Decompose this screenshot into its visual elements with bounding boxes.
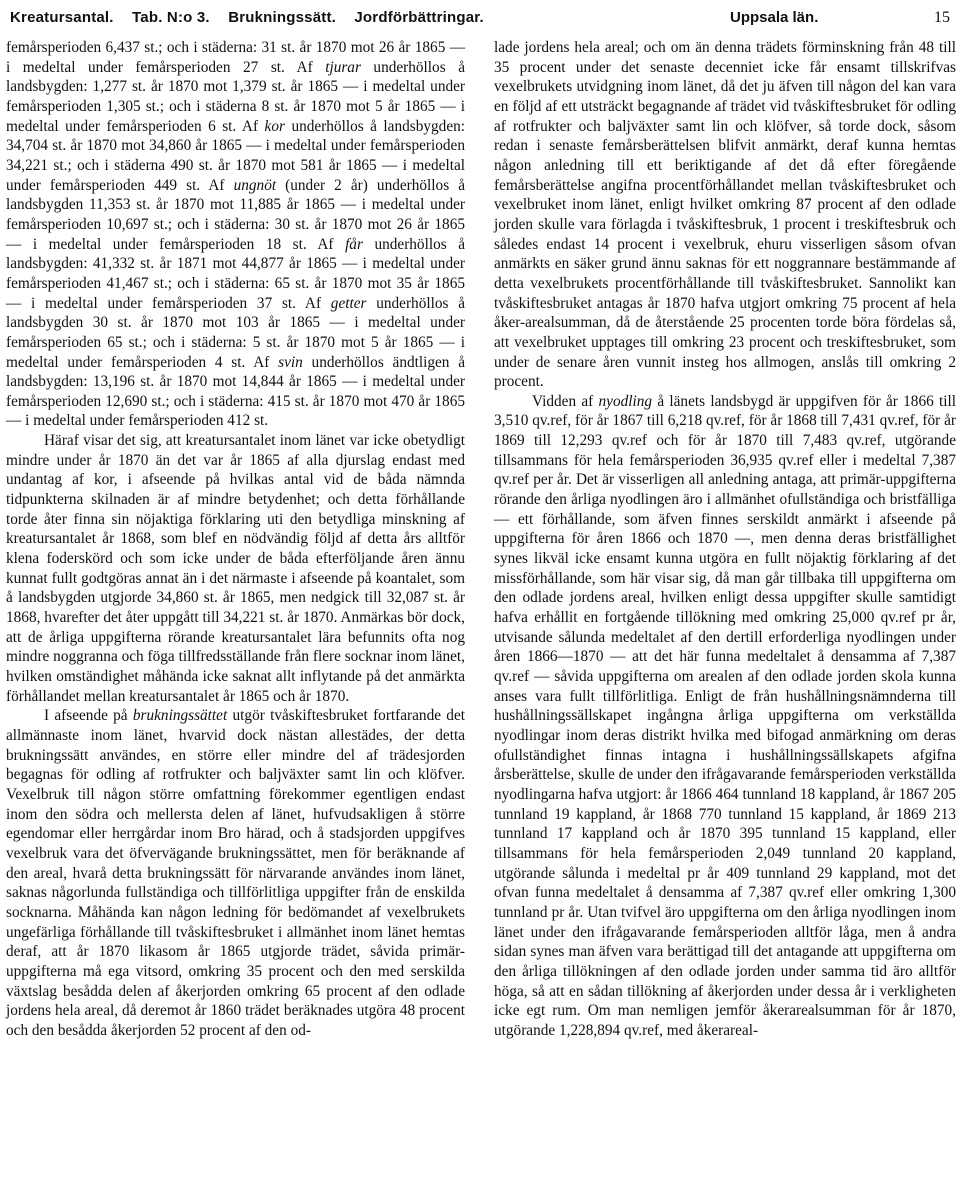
text-run: utgör tvåskiftesbruket fortfarande det allmännaste inom länet, hvarvid dock nästan allestädes, der detta brukningssätt användes, en större eller mindre del af trädesjorden begagnas för odling af rotfrukter och baljväxter samt lin och klöfver. Vexelbruk till någon större omfattning förekommer egentligen endast inom den södra och mellersta delen af länet, hufvudsakligen å större egendomar eller herrgårdar inom Bro härad, och å stadsjorden uppgifves vexelbruk vara det öfvervägande brukningssättet, men för beräknande af den areal, hvarå detta brukningssätt för närvarande användes inom länet, saknas någorlunda fullständiga och tillförlitliga uppgifter från de enskilda socknarna. Måhända kan någon ledning för bedömandet af vexelbrukets ungefärliga förhållande till tvåskiftesbruket i allmänhet inom länet hemtas deraf, att år 1870 likasom år 1865 utgjorde trädet, såvida primär-uppgifterna må ega vitsord, omkring 35 procent och den med serskilda växtslag besådda delen af åkerjorden omkring 65 procent af den odlade jordens hela areal, då deremot år 1860 trädet beräknades utgöra 48 procent och den besådda åkerjorden 52 procent af den od- [6, 707, 465, 1039]
running-header [10, 4, 950, 32]
paragraph [494, 392, 956, 1041]
paragraph [6, 706, 465, 1040]
text-run: I afseende på [44, 707, 133, 725]
italic-term: getter [330, 294, 367, 312]
text-run: Häraf visar det sig, att kreatursantalet inom länet var icke obetydligt mindre under år 1870 än det var år 1865 af alla djurslag endast med undantag af kor, i afseende på hvilkas antal vid de båda nämnda tidpunkterna skilnaden är af mindre betydenhet; och detta förhållande torde åter finna sin nöjaktiga förklaring uti den betydliga minskning af kreatursantalet år 1868, som blef en nödvändig följd af detta års alltför klena foderskörd och som icke under de båda efterföljande åren ännu kunnat fullt godtgöras annat än i det närmaste i afseende på koantalet, som å landsbygden utgjorde 34,860 st. år 1865, men nedgick till 32,087 st. år 1868, hvarefter det åter uppgått till 34,221 st. år 1870. Anmärkas bör dock, att de årliga uppgifterna rörande kreatursantalet lära befunnits ofta nog mindre noggranna och föga tillfredsställande från flere socknar inom länet, hvilken omständighet måhända icke saknat allt inflytande på det anmärkta förhållandet mellan kreatursantalet år 1865 och år 1870. [6, 432, 465, 705]
text-run: å länets landsbygd är uppgifven för år 1866 till 3,510 qv.ref, för år 1867 till 6,218 qv.ref, för år 1868 till 7,431 qv.ref, för år 1869 till 12,293 qv.ref och för år 1870 till 7,483 qv.ref, utgörande tillsammans för hela femårsperioden 36,935 qv.ref eller i medeltal 7,387 qv.ref per år. Det är visserligen all anledning antaga, att primär-uppgifterna rörande den årliga nyodlingen äro i allmänhet ofullständiga och bristfälliga — ett förhållande, som äfven finnes serskildt anmärkt i afseende på uppgifterna för åren 1866 och 1870 —, men denna deras bristfällighet synes likväl icke ensamt kunna utgöra en fullt nöjaktig förklaring af det missförhållande, som här visar sig, då man går tillbaka till uppgifterna om den odlade jordens areal, hvilken enligt dessa uppgifter skulle samtidigt hafva erhållit en fortgående tillökning med omkring 25,000 qv.ref pr år, utvisande sålunda medeltalet af den dertill erforderliga nyodlingen under åren 1866—1870 — att det här funna medeltalet å densamma af 7,387 qv.ref — såvida uppgifterna om arealen af den odlade jorden skola kunna anses vara fullt tillförlitliga. Enligt de från hushållningsnämnderna till hushållningssällskapet ingångna årliga uppgifterna om verkställda nyodlingar inom deras distrikt hvilka med bifogad anmärkning om deras ofullständighet finnas intagna i hushållningssällskapets afgifna årsberättelse, skulle de under den ifrågavarande femårsperioden verkställda nyodlingarna hafva utgjort: år 1866 464 tunnland 18 kappland, år 1867 205 tunnland 19 kappland, år 1868 770 tunnland 15 kappland, år 1869 213 tunnland 17 kappland och år 1870 395 tunnland 15 kappland, eller tillsammans för hela femårsperioden 2,049 tunnland 20 kappland, utgörande sålunda i medeltal pr år 409 tunnland 29 kappland, mot det ofvan funna medeltalet å densamma af 7,387 qv.ref eller omkring 1,300 tunnland pr år. Utan tvifvel äro uppgifterna om den årliga nyodlingen inom länet under den ifrågavarande femårsperioden alltför låga, men å andra sidan synes man äfven vara berättigad till det antagande att uppgifterna om den årliga tillökningen af den odlade jorden under samma tid äro alltför höga, så att en sådan tillökning af åkerjorden under dessa år i verkligheten icke egt rum. Om man nemligen jemför åkerarealsumman för år 1870, utgörande 1,228,894 qv.ref, med åkerareal- [494, 392, 956, 1039]
text-run: Vidden af [532, 392, 599, 410]
text-run: femårsperioden 6,437 st.; och i städerna: 31 st. år 1870 mot 26 år 1865 — i medeltal under femårsperioden 27 st. Af [6, 39, 465, 76]
italic-term: brukningssättet [132, 707, 228, 725]
text-run: underhöllos å landsbygden: 1,277 st. år 1870 mot 1,379 st. år 1865 — i medeltal under femårsperioden 1,305 st.; och i städerna 8 st. år 1870 mot 5 år 1865 — i medeltal under femårsperioden 6 st. Af [6, 58, 465, 135]
text-run: underhöllos å landsbygden 30 st. år 1870 mot 103 år 1865 — i medeltal under femårsperioden 65 st.; och i städerna: 5 st. år 1870 mot 5 år 1865 — i medeltal under femårsperioden 4 st. Af [6, 294, 465, 371]
text-run: underhöllos å landsbygden: 41,332 st. år 1871 mot 44,877 år 1865 — i medeltal under femårsperioden 41,467 st.; och i städerna: 65 st. år 1870 mot 35 år 1865 — i medeltal under femårsperioden 37 st. Af [6, 235, 466, 312]
italic-term: ungnöt [233, 176, 277, 194]
header-title-3: Brukningssätt. [228, 9, 337, 26]
header-title-2: Tab. N:o 3. [132, 9, 210, 26]
header-location: Uppsala län. [730, 9, 819, 26]
text-run: underhöllos å landsbygden: 34,704 st. år 1870 mot 34,860 år 1865 — i medeltal under femårsperioden 34,221 st.; och i städerna 490 st. år 1870 mot 581 år 1865 — i medeltal under femårsperioden 449 st. Af [6, 117, 466, 194]
text-run: underhöllos ändtligen å landsbygden: 13,196 st. år 1870 mot 14,844 år 1865 — i medeltal under femårsperioden 12,690 st.; och i städerna: 415 st. år 1870 mot 470 år 1865 — i medeltal under femårsperioden 412 st. [6, 353, 466, 430]
text-run: lade jordens hela areal; och om än denna trädets förminskning från 48 till 35 procent under det senaste decenniet icke får ensamt tillskrifvas vexelbrukets utvidgning inom länet, då det ju äfven till någon del kan vara en följd af ett utsträckt begagnande af trädet vid tvåskiftesbruket för odling af rotfrukter och baljväxter samt lin och klöfver, så torde dock, såsom redan i senaste femårsberättelsen blifvit anmärkt, deraf kunna hemtas någon anledning till ett beriktigande af det då efter föregående femårsberättelse angifna procentförhållandet mellan tvåskiftesbruket och vexelbruket inom länet, enligt hvilket omkring 87 procent af den odlade jorden skulle vara förlagda i tvåskiftesbruk, 1 procent i treskiftesbruk och således endast 14 procent i vexelbruk, ehuru visserligen såsom ofvan anmärkts en säker grund ännu saknas för ett noggrannare bestämmande af detta vexelbrukets procentförhållande till tvåskiftesbruket. Sannolikt kan tvåskiftesbruket antagas år 1870 hafva utgjort omkring 75 procent af hela åker-arealsumman, då de återstående 25 procenten torde böra fördelas så, att vexelbruket upptages till omkring 23 procent och treskiftesbruket, som under de senare åren vunnit insteg hos allmogen, anslås till omkring 2 procent. [494, 39, 956, 391]
italic-term: tjurar [325, 58, 361, 76]
text-run: (under 2 år) underhöllos å landsbygden 11,353 st. år 1870 mot 11,885 år 1865 — i medeltal under femårsperioden 10,697 st.; och i städerna: 30 st. år 1870 mot 26 år 1865 — i medeltal under femårsperioden 18 st. Af [6, 176, 466, 253]
page-number: 15 [934, 9, 950, 26]
header-title-1: Kreatursantal. [10, 9, 114, 26]
italic-term: nyodling [598, 392, 653, 410]
paragraph [494, 38, 956, 392]
right-column [494, 38, 956, 1040]
header-section-titles [10, 4, 498, 32]
italic-term: kor [264, 117, 285, 135]
paragraph [6, 431, 465, 706]
left-column [6, 38, 465, 1040]
italic-term: får [345, 235, 363, 253]
header-title-4: Jordförbättringar. [354, 9, 484, 26]
italic-term: svin [278, 353, 303, 371]
paragraph [6, 38, 465, 431]
